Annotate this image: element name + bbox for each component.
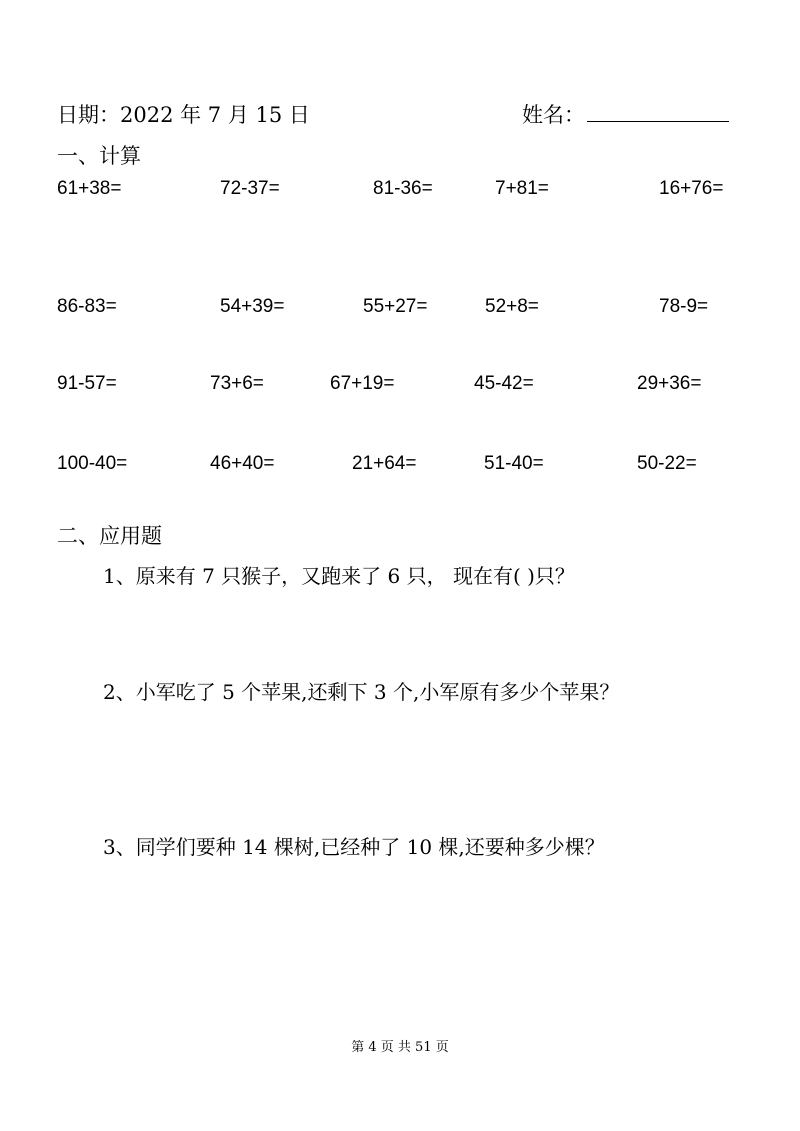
word-problem-2: 2、小军吃了 5 个苹果,还剩下 3 个,小军原有多少个苹果？	[103, 680, 620, 704]
name-blank-line	[587, 121, 729, 122]
equation: 7+81=	[495, 178, 549, 199]
equation: 78-9=	[659, 296, 709, 317]
word-problem-1: 1、原来有 7 只猴子，又跑来了 6 只， 现在有( )只？	[103, 564, 575, 588]
equation: 61+38=	[57, 178, 122, 199]
word-problem-3: 3、同学们要种 14 棵树,已经种了 10 棵,还要种多少棵？	[103, 835, 605, 859]
equation: 73+6=	[210, 373, 264, 394]
date-line: 日期：2022 年 7 月 15 日	[57, 103, 310, 127]
equation: 45-42=	[474, 373, 534, 394]
name-label: 姓名：	[522, 103, 585, 127]
equation: 55+27=	[363, 296, 428, 317]
equation: 91-57=	[57, 373, 117, 394]
equation: 54+39=	[220, 296, 285, 317]
section-title-calculation: 一、计算	[57, 144, 141, 168]
equation: 29+36=	[637, 373, 702, 394]
equation: 86-83=	[57, 296, 117, 317]
equation: 52+8=	[485, 296, 539, 317]
equation: 72-37=	[220, 178, 280, 199]
equation: 21+64=	[352, 453, 417, 474]
equation: 67+19=	[330, 373, 395, 394]
equation: 51-40=	[484, 453, 544, 474]
equation: 46+40=	[210, 453, 275, 474]
equation: 50-22=	[637, 453, 697, 474]
equation: 16+76=	[659, 178, 724, 199]
equation: 81-36=	[373, 178, 433, 199]
equation: 100-40=	[57, 453, 128, 474]
page-footer: 第 4 页 共 51 页	[351, 1040, 449, 1055]
section-title-word-problems: 二、应用题	[57, 524, 162, 548]
